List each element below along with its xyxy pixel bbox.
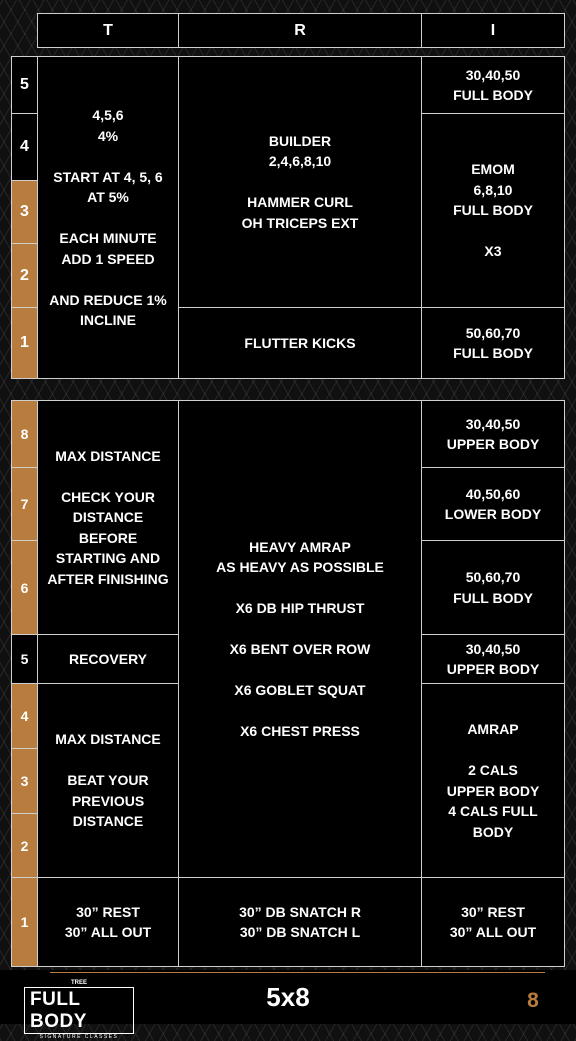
round-label: 4 [20,708,29,724]
round-label: 2 [20,266,29,284]
intensity-text: 30,40,50 FULL BODY [453,66,533,103]
round-label: 2 [20,837,29,854]
round-number [11,307,38,379]
flutter-kicks-text: FLUTTER KICKS [244,334,356,351]
workout-title: 5x8 [266,981,310,1012]
round-number [11,243,38,308]
round-number [11,400,38,468]
round-number [11,683,38,749]
treadmill-rest-all-out [37,877,179,967]
round-label: 6 [20,579,29,596]
round-label: 7 [20,496,29,512]
treadmill-text: RECOVERY [68,650,148,667]
logo-main-text: FULL BODY [24,987,134,1034]
round-label: 5 [20,651,29,667]
intensity-round-1 [421,877,565,967]
resistance-text: 30” DB SNATCH R 30” DB SNATCH L [239,903,361,940]
treadmill-text: MAX DISTANCE BEAT YOUR PREVIOUS DISTANCE [55,731,161,830]
intensity-round-8 [421,400,565,468]
treadmill-text: MAX DISTANCE CHECK YOUR DISTANCE BEFORE STARTING AND AFTER FINISHING [47,447,169,587]
treadmill-recovery [37,634,179,684]
intensity-round-1 [421,307,565,379]
intensity-text: EMOM 6,8,10 FULL BODY X3 [453,161,533,260]
round-label: 1 [20,914,29,930]
intensity-text: 50,60,70 FULL BODY [453,324,533,361]
round-label: 8 [20,426,29,442]
treadmill-text: 4,5,6 4% START AT 4, 5, 6 AT 5% EACH MINUTE ADD 1 SPEED AND REDUCE 1% INCLINE [49,107,167,328]
round-number [11,180,38,244]
round-number [11,467,38,541]
round-number [11,748,38,814]
intensity-text: AMRAP 2 CALS UPPER BODY 4 CALS FULL BODY [446,721,540,840]
round-number [11,540,38,635]
intensity-text: 30,40,50 UPPER BODY [446,640,540,677]
header-t-label: T [103,21,113,39]
header-i [421,13,565,48]
header-r [178,13,422,48]
intensity-amrap [421,683,565,878]
intensity-round-5 [421,634,565,684]
treadmill-instructions [37,56,179,379]
resistance-flutter-kicks [178,307,422,379]
resistance-builder-text: BUILDER 2,4,6,8,10 HAMMER CURL OH TRICEPS EXT [241,132,359,231]
intensity-emom [421,113,565,308]
round-number [11,634,38,684]
resistance-db-snatch [178,877,422,967]
resistance-heavy-amrap [178,400,422,878]
round-label: 3 [20,203,29,220]
logo-small-text: TREE [70,980,87,986]
round-number [11,56,38,114]
treadmill-max-distance-beat [37,683,179,878]
treadmill-text: 30” REST 30” ALL OUT [64,903,152,940]
intensity-text: 30,40,50 UPPER BODY [446,415,540,452]
resistance-builder [178,56,422,308]
intensity-round-6 [421,540,565,635]
header-i-label: I [490,21,496,39]
round-label: 4 [20,138,29,155]
intensity-round-5 [421,56,565,114]
round-number [11,113,38,181]
footer-accent-line [50,972,545,973]
full-body-logo [24,980,134,1040]
header-t [37,13,179,48]
intensity-round-7 [421,467,565,541]
header-r-label: R [294,21,306,39]
page-number: 8 [527,989,539,1012]
intensity-text: 30” REST 30” ALL OUT [449,903,537,940]
round-number [11,877,38,967]
round-number [11,813,38,878]
treadmill-max-distance-check [37,400,179,635]
intensity-text: 40,50,60 LOWER BODY [444,485,542,522]
intensity-text: 50,60,70 FULL BODY [453,569,533,606]
round-label: 3 [20,773,29,789]
logo-sub-text: SIGNATURE CLASSES [39,1034,119,1040]
round-label: 5 [20,76,29,93]
resistance-text: HEAVY AMRAP AS HEAVY AS POSSIBLE X6 DB HIP THRUST X6 BENT OVER ROW X6 GOBLET SQUAT X6 CHEST PRESS [216,538,384,739]
round-label: 1 [20,334,29,351]
